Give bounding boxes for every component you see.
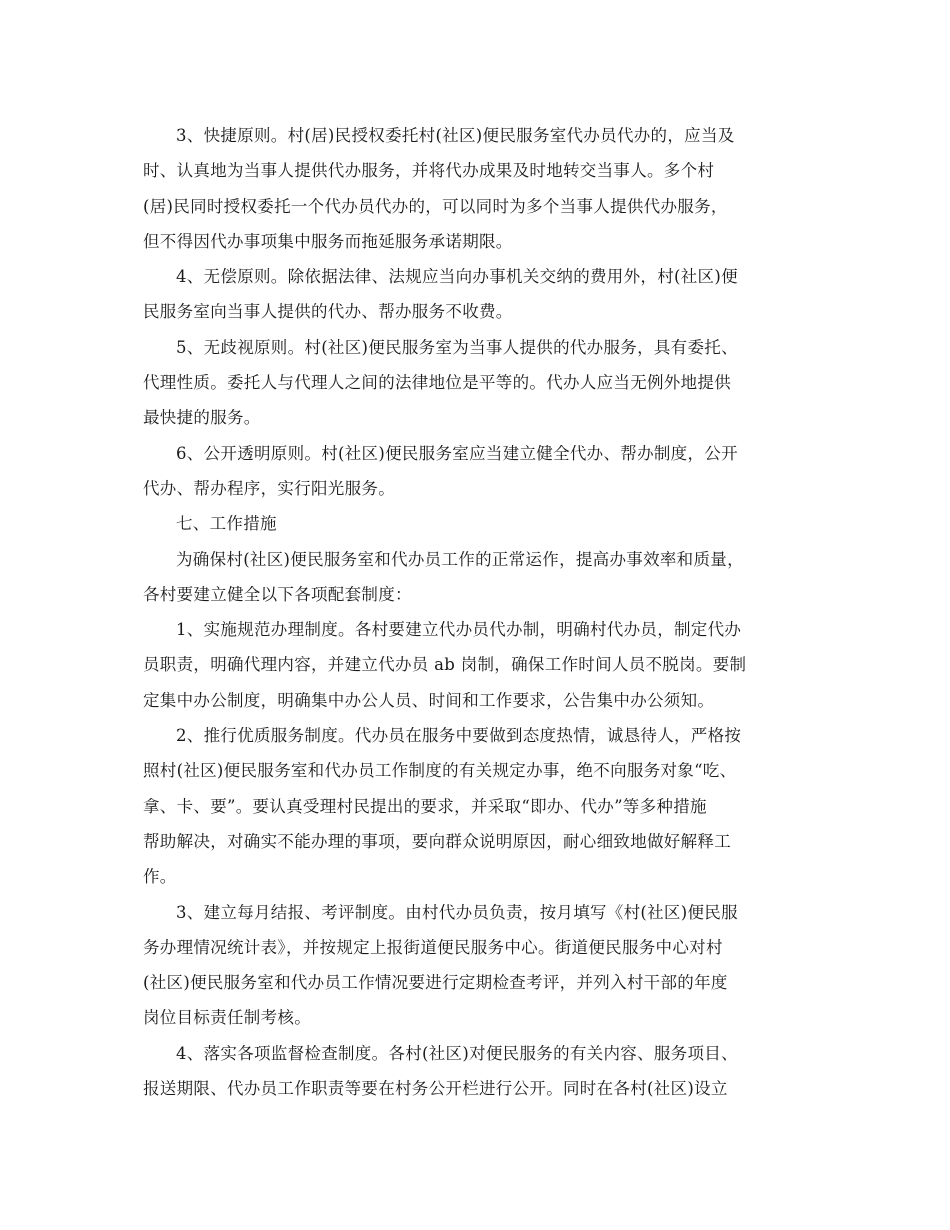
text-line: 务办理情况统计表》，并按规定上报街道便民服务中心。街道便民服务中心对村 (143, 937, 723, 957)
text-line: 为确保村(社区)便民服务室和代办员工作的正常运作，提高办事效率和质量， (176, 549, 744, 569)
text-line: 代理性质。委托人与代理人之间的法律地位是平等的。代办人应当无例外地提供 (143, 373, 731, 393)
document-body (143, 118, 807, 1106)
text-line: 代办、帮办程序，实行阳光服务。 (143, 478, 395, 498)
text-line: 最快捷的服务。 (143, 408, 261, 428)
text-line: 6、公开透明原则。村(社区)便民服务室应当建立健全代办、帮办制度，公开 (176, 443, 738, 463)
text-line: 七、工作措施 (176, 514, 277, 534)
text-line: 员职责，明确代理内容，并建立代办员 ab 岗制，确保工作时间人员不脱岗。要制 (143, 655, 747, 675)
text-line: 3、建立每月结报、考评制度。由村代办员负责，按月填写《村(社区)便民服 (176, 902, 738, 922)
text-line: 2、推行优质服务制度。代办员在服务中要做到态度热情，诚恳待人，严格按 (176, 726, 742, 746)
text-line: 岗位目标责任制考核。 (143, 1008, 311, 1028)
text-line: 时、认真地为当事人提供代办服务，并将代办成果及时地转交当事人。多个村 (143, 161, 715, 181)
text-line: (居)民同时授权委托一个代办员代办的，可以同时为多个当事人提供代办服务， (143, 196, 728, 216)
text-line: 报送期限、代办员工作职责等要在村务公开栏进行公开。同时在各村(社区)设立 (143, 1079, 728, 1099)
text-line: 拿、卡、要”。要认真受理村民提出的要求，并采取“即办、代办”等多种措施 (143, 796, 707, 816)
text-line: 4、落实各项监督检查制度。各村(社区)对便民服务的有关内容、服务项目、 (176, 1043, 738, 1063)
text-line: 作。 (143, 867, 177, 887)
text-line: 3、快捷原则。村(居)民授权委托村(社区)便民服务室代办员代办的，应当及 (176, 126, 735, 145)
text-line: 民服务室向当事人提供的代办、帮办服务不收费。 (143, 302, 513, 322)
text-line: 各村要建立健全以下各项配套制度： (143, 584, 412, 604)
text-line: 定集中办公制度，明确集中办公人员、时间和工作要求，公告集中办公须知。 (143, 690, 715, 710)
text-line: 但不得因代办事项集中服务而拖延服务承诺期限。 (143, 231, 513, 251)
text-line: 5、无歧视原则。村(社区)便民服务室为当事人提供的代办服务，具有委托、 (176, 337, 738, 357)
text-line: 1、实施规范办理制度。各村要建立代办员代办制，明确村代办员，制定代办 (176, 620, 742, 640)
text-line: 帮助解决，对确实不能办理的事项，要向群众说明原因，耐心细致地做好解释工 (143, 831, 731, 851)
text-line: (社区)便民服务室和代办员工作情况要进行定期检查考评，并列入村干部的年度 (143, 973, 728, 993)
text-line: 照村(社区)便民服务室和代办员工作制度的有关规定办事，绝不向服务对象“吃、 (143, 761, 737, 781)
text-line: 4、无偿原则。除依据法律、法规应当向办事机关交纳的费用外，村(社区)便 (176, 267, 738, 287)
